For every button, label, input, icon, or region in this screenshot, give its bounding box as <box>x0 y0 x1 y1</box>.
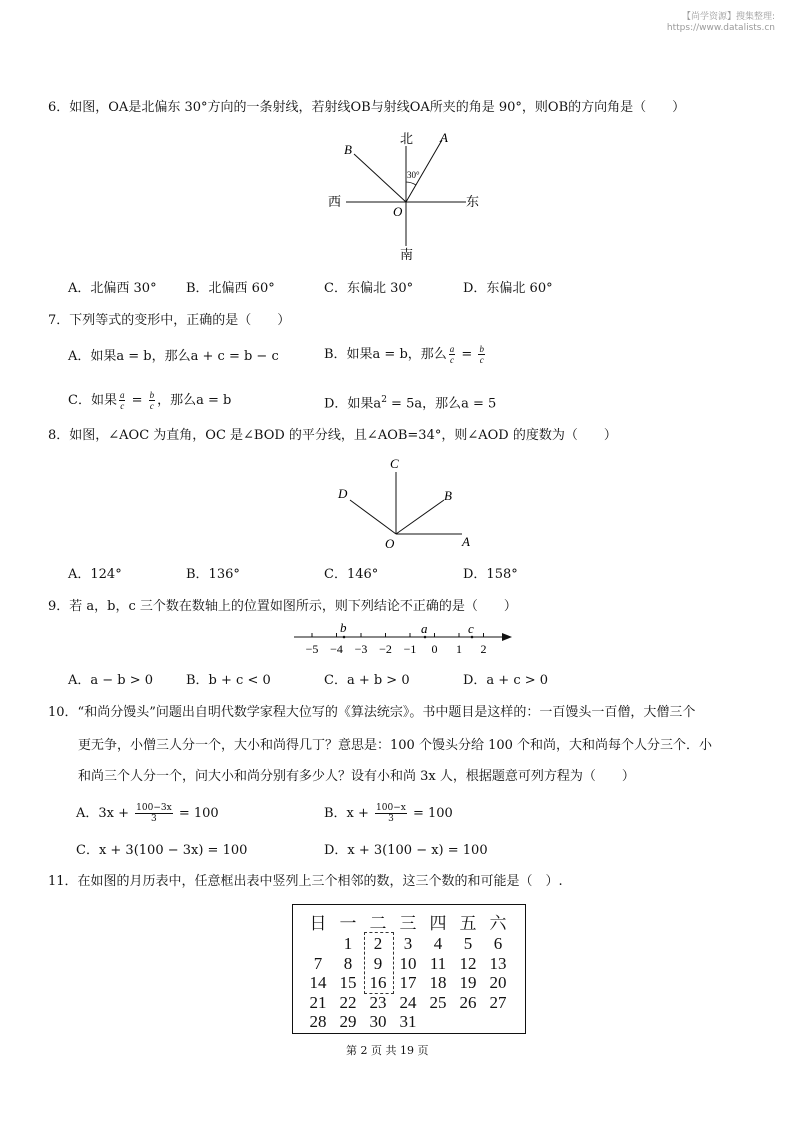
calendar-day-cell: 11 <box>429 953 447 973</box>
calendar-header-cell: 二 <box>369 914 387 933</box>
angle-arc-30 <box>406 182 416 185</box>
q9-option-b[interactable]: B．b + c < 0 <box>186 673 271 688</box>
calendar-day-cell: 7 <box>313 953 323 973</box>
q7-option-d[interactable] <box>324 391 496 413</box>
calendar-header-cell: 日 <box>309 914 327 933</box>
watermark <box>667 12 775 34</box>
calendar-day-cell: 4 <box>433 934 443 953</box>
frac-num: 100−3x <box>136 803 172 813</box>
label-o: O <box>393 204 403 219</box>
calendar-day-cell: 22 <box>339 992 357 1012</box>
calendar-day-cell: 16 <box>369 973 387 992</box>
calendar-day-cell: 3 <box>403 934 413 953</box>
calendar-header-cell: 三 <box>399 914 417 933</box>
q6-stem: 6．如图，OA是北偏东 30°方向的一条射线，若射线OB与射线OA所夹的角是 90°，则OB的方向角是（ ） <box>48 100 686 115</box>
q10-option-a-post: = 100 <box>174 806 219 821</box>
calendar-day-cell: 13 <box>489 953 507 973</box>
calendar-day-cell: 24 <box>399 992 417 1012</box>
label-d: D <box>338 486 348 501</box>
watermark-line1: 【尚学资源】搜集整理: <box>681 12 775 22</box>
tick-label: −4 <box>330 642 343 656</box>
q7-option-b[interactable] <box>324 344 487 365</box>
q6-option-d[interactable]: D．东偏北 60° <box>463 281 553 296</box>
ray-od <box>350 500 396 534</box>
tick-label: 0 <box>431 642 438 656</box>
frac-num: a <box>119 390 125 400</box>
calendar-day-cell: 23 <box>369 992 387 1012</box>
q10-option-a-frac <box>135 803 173 824</box>
frac-den: c <box>479 355 484 365</box>
q7-option-b-text: B．如果a = b，那么 <box>324 347 447 362</box>
label-c: C <box>390 456 399 471</box>
calendar-day-cell: 20 <box>489 973 507 992</box>
q7-stem: 7．下列等式的变形中，正确的是（ ） <box>48 313 291 328</box>
frac-den: c <box>120 401 125 411</box>
q8-option-b[interactable]: B．136° <box>186 567 240 582</box>
calendar-day-cell: 25 <box>429 992 447 1012</box>
tick-label: −5 <box>305 642 319 656</box>
calendar-day-cell: 2 <box>373 934 383 953</box>
q9-option-d[interactable]: D．a + c > 0 <box>463 673 549 688</box>
q10-option-a[interactable] <box>76 803 219 824</box>
q7-option-c[interactable] <box>68 390 231 411</box>
calendar-day-cell: 12 <box>459 953 477 973</box>
label-b: B <box>344 142 352 157</box>
label-north: 北 <box>400 131 414 146</box>
q6-option-a[interactable]: A．北偏西 30° <box>68 281 157 296</box>
calendar-day-cell: 1 <box>343 934 353 953</box>
point-a-dot <box>424 636 427 639</box>
calendar-day-cell: 10 <box>399 953 417 973</box>
q8-option-a[interactable]: A．124° <box>68 567 122 582</box>
calendar-table <box>292 904 526 1034</box>
q10-option-a-text: A．3x + <box>76 806 134 821</box>
q7-option-c-post: ，那么a = b <box>157 393 232 408</box>
label-o: O <box>385 536 395 551</box>
q8-stem: 8．如图，∠AOC 为直角，OC 是∠BOD 的平分线，且∠AOB=34°，则∠AOD 的度数为（ ） <box>48 428 617 443</box>
q7-option-c-frac1 <box>119 390 126 411</box>
ray-ob <box>354 154 406 202</box>
calendar-day-cell: 15 <box>339 973 357 992</box>
calendar-day-cell: 8 <box>343 953 353 973</box>
tick-label: 2 <box>480 642 487 656</box>
eq-sign: = <box>457 347 477 362</box>
calendar-day-cell: 17 <box>399 973 417 992</box>
q8-option-d[interactable]: D．158° <box>463 567 518 582</box>
q9-stem: 9．若 a，b，c 三个数在数轴上的位置如图所示，则下列结论不正确的是（ ） <box>48 599 517 614</box>
calendar-header-cell: 六 <box>489 914 507 933</box>
ray-ob <box>396 500 444 534</box>
label-west: 西 <box>328 194 342 209</box>
q10-line1: 10．“和尚分馒头”问题出自明代数学家程大位写的《算法统宗》。书中题目是这样的：一百馒头一百僧，大僧三个 <box>48 705 696 720</box>
q9-number-line <box>290 620 515 660</box>
q10-option-b-post: = 100 <box>408 806 453 821</box>
tick-label: −3 <box>354 642 368 656</box>
tick-label: 1 <box>456 642 462 656</box>
q7-option-b-frac2 <box>478 344 485 365</box>
frac-den: c <box>149 401 154 411</box>
axis-arrow <box>502 633 512 641</box>
frac-num: 100−x <box>376 803 406 813</box>
point-c-dot <box>471 636 474 639</box>
q11-stem: 11．在如图的月历表中，任意框出表中竖列上三个相邻的数，这三个数的和可能是（ ）. <box>48 874 563 889</box>
q7-option-c-frac2 <box>149 390 156 411</box>
calendar-day-cell: 31 <box>399 1012 417 1031</box>
calendar-day-cell: 6 <box>493 934 503 953</box>
label-a: A <box>440 130 448 145</box>
watermark-line2: https://www.datalists.cn <box>666 23 775 33</box>
frac-num: b <box>149 390 155 400</box>
label-a: A <box>462 534 470 549</box>
calendar-day-cell: 19 <box>459 973 477 992</box>
q6-option-b[interactable]: B．北偏西 60° <box>186 281 275 296</box>
q10-option-b-frac <box>375 803 407 824</box>
calendar-day-cell: 9 <box>373 953 383 973</box>
calendar-day-cell: 30 <box>369 1012 387 1031</box>
frac-den: c <box>450 355 455 365</box>
frac-den: 3 <box>388 814 394 824</box>
q10-option-b[interactable] <box>324 803 453 824</box>
eq-sign: = <box>127 393 147 408</box>
tick-label: −2 <box>379 642 392 656</box>
calendar-day-cell: 5 <box>463 934 473 953</box>
q7-option-d-sup: 2 <box>381 395 387 405</box>
label-east: 东 <box>466 194 480 209</box>
calendar-day-cell: 29 <box>339 1012 357 1031</box>
q7-option-c-text: C．如果 <box>68 393 117 408</box>
point-b-dot <box>343 636 346 639</box>
calendar-header-cell: 五 <box>459 914 477 933</box>
calendar-day-cell: 27 <box>489 992 507 1012</box>
calendar-day-cell: 26 <box>459 992 477 1012</box>
point-b: b <box>340 620 347 635</box>
q7-option-d-post: = 5a，那么a = 5 <box>386 396 497 412</box>
frac-num: b <box>479 344 484 354</box>
q10-option-c[interactable]: C．x + 3(100 − 3x) = 100 <box>76 843 248 858</box>
q10-option-d[interactable]: D．x + 3(100 − x) = 100 <box>324 843 488 858</box>
label-south: 南 <box>400 247 414 262</box>
q7-option-b-frac1 <box>449 344 456 365</box>
q8-option-c[interactable]: C．146° <box>324 567 379 582</box>
frac-den: 3 <box>151 814 157 824</box>
q6-option-c[interactable]: C．东偏北 30° <box>324 281 414 296</box>
calendar-day-cell: 28 <box>309 1012 327 1031</box>
q9-option-a[interactable]: A．a − b > 0 <box>68 673 154 688</box>
page-footer: 第 2 页 共 19 页 <box>346 1044 429 1057</box>
calendar-day-cell: 18 <box>429 973 447 992</box>
calendar-day-cell: 21 <box>309 992 327 1012</box>
tick-label: −1 <box>403 642 417 656</box>
q7-option-a[interactable]: A．如果a = b，那么a + c = b − c <box>68 349 279 364</box>
label-b: B <box>444 488 452 503</box>
q10-line3: 和尚三个人分一个，问大小和尚分别有多少人？设有小和尚 3x 人，根据题意可列方程为（ ） <box>78 769 635 784</box>
point-c: c <box>468 621 474 636</box>
label-angle: 30° <box>407 170 420 180</box>
calendar-header-cell: 一 <box>339 914 357 933</box>
q6-compass-figure <box>320 126 490 266</box>
q10-line2: 更无争，小僧三人分一个，大小和尚得几丁？意思是：100 个馒头分给 100 个和尚，大和尚每个人分三个．小 <box>78 738 713 753</box>
calendar-day-cell: 14 <box>309 973 327 992</box>
q8-angle-figure <box>330 452 480 552</box>
q7-option-d-text: D．如果a <box>324 396 382 412</box>
point-a: a <box>421 621 428 636</box>
q9-option-c[interactable]: C．a + b > 0 <box>324 673 410 688</box>
calendar-header-cell: 四 <box>429 914 447 933</box>
frac-num: a <box>449 344 455 354</box>
q10-option-b-text: B．x + <box>324 806 374 821</box>
